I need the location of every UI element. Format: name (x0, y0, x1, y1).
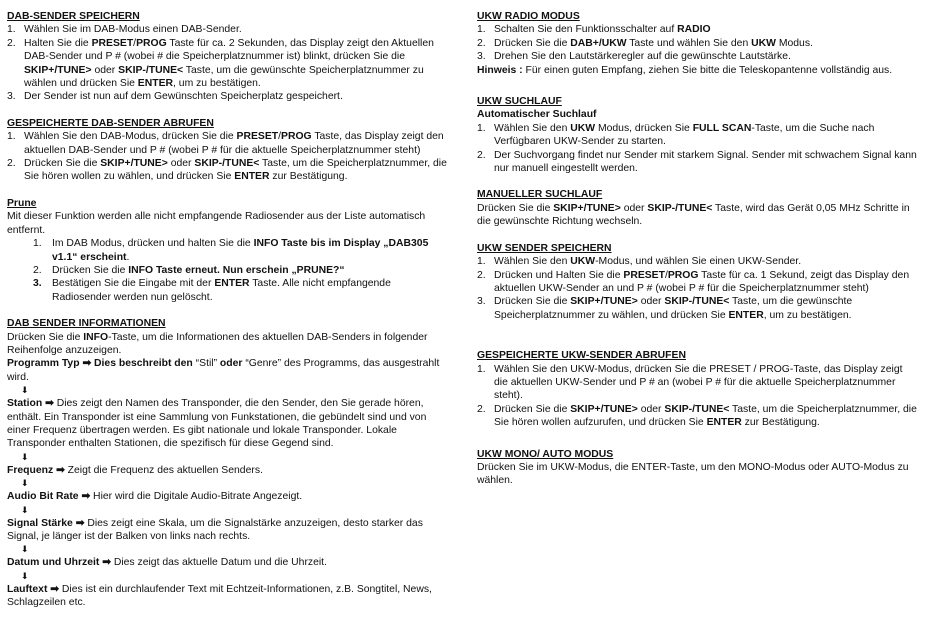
text-run: Drücken Sie die (7, 331, 84, 343)
numbered-list (7, 23, 447, 103)
text-run: Modus, drücken Sie (595, 122, 693, 134)
list-number: 2. (477, 269, 486, 281)
list-item (477, 255, 917, 268)
text-run: Taste für ca. 1 Sekund, zeigt das Display den aktuellen UKW-Sender an und P # (wobei P # für die Speicherplatznummer steht) (494, 269, 910, 294)
section-heading: GESPEICHERTE DAB-SENDER ABRUFEN (7, 117, 214, 129)
bold-text: DAB+/UKW (570, 37, 627, 49)
text-run: -Taste, um die Informationen des aktuellen DAB-Senders in folgender Reihenfolge anzuzeigen. (7, 331, 428, 356)
text-run: Dies ist ein durchlaufender Text mit Echtzeit-Informationen, z.B. Songtitel, News, Schlagzeilen etc. (7, 583, 432, 609)
numbered-list (477, 122, 917, 176)
text-run: Modus. (775, 37, 813, 49)
text-run: . (126, 251, 130, 263)
text-run: “Stil” (195, 358, 218, 370)
text-run: Der Sender ist nun auf dem Gewünschten Speicherplatz gespeichert. (24, 91, 343, 103)
text-run: Taste, das Display zeigt den aktuellen DAB-Sender und P # (wobei P # für die aktuelle Speicherplatznummer steht) (24, 131, 444, 156)
hint-text (477, 64, 917, 77)
text-run: oder (637, 296, 665, 308)
text-run: Drücken Sie die (494, 296, 571, 308)
bold-text: oder (217, 358, 246, 370)
numbered-list (7, 237, 447, 304)
text-run: Taste. Alle nicht empfangende Radiosender werden nun gelöscht. (52, 278, 391, 303)
section-prune (7, 197, 447, 304)
text-run: “Genre” (245, 358, 282, 370)
list-number: 1. (33, 238, 42, 250)
info-entry (7, 357, 447, 384)
section-dab-speichern (7, 10, 447, 104)
text-run: , um zu bestätigen. (763, 309, 852, 321)
bold-text: SKIP+/TUNE> (570, 296, 638, 308)
paragraph (477, 202, 917, 229)
info-entry (7, 517, 447, 544)
bold-text: INFO (83, 331, 109, 343)
text-run: Drehen Sie den Lautstärkeregler auf die gewünschte Lautstärke. (494, 51, 791, 63)
info-entries (7, 357, 447, 609)
section-ukw-abrufen (477, 349, 917, 429)
bold-text: PRESET (623, 269, 665, 281)
bold-text: FULL SCAN (692, 122, 752, 134)
list-item (477, 149, 917, 176)
list-number: 1. (477, 256, 486, 268)
text-run: Dies zeigt den Namen des Transponder, die den Sender, den Sie gerade hören, enthält. Ein Transponder ist eine Sammlung von Funkstationen, die gebündelt sind und von einer Frequenz übertragen werden. Es gibt nationale und lokale Transponder. Lokale Transponder enthalten Stationen, die spezifisch für diese Gegend sind. (7, 398, 427, 450)
section-heading: UKW SENDER SPEICHERN (477, 242, 612, 254)
info-entry (7, 490, 447, 503)
list-number: 2. (477, 149, 486, 161)
list-item (7, 90, 447, 103)
list-item (7, 37, 447, 91)
text-run: Taste und wählen Sie den (626, 37, 752, 49)
section-heading: DAB-SENDER SPEICHERN (7, 11, 140, 22)
text-run: Taste für ca. 2 Sekunden, das Display zeigt den Aktuellen DAB-Sender und P # (wobei # die Speicherplatznummer ist) blinkt, drücken Sie die (24, 37, 434, 63)
text-run: Taste, um die Speicherplatznummer, die Sie hören wollen aufzurufen, und drücken Sie (494, 403, 917, 429)
section-heading: DAB SENDER INFORMATIONEN (7, 318, 166, 330)
bold-text: PROG (281, 131, 312, 143)
text-run: Halten Sie die (24, 37, 92, 49)
list-number: 3. (477, 296, 486, 308)
list-number: 1. (477, 122, 486, 134)
text-run: -Modus, und wählen Sie einen UKW-Sender. (595, 256, 802, 268)
list-item (477, 363, 917, 403)
text-run: Wählen Sie den (494, 122, 571, 134)
bold-text: INFO Taste erneut. Nun erschein „PRUNE?“ (128, 264, 345, 276)
bold-text: SKIP-/TUNE< (664, 296, 730, 308)
bold-text: SKIP-/TUNE< (647, 202, 713, 214)
text-run: Taste, um die gewünschte Speicherplatznummer zu wählen, und drücken Sie (494, 296, 853, 321)
text-run: , um zu bestätigen. (173, 78, 261, 90)
list-item (477, 50, 917, 63)
list-number: 2. (7, 37, 16, 49)
bold-text: UKW (570, 256, 596, 268)
text-run: oder (637, 403, 665, 415)
section-heading: MANUELLER SUCHLAUF (477, 189, 603, 201)
list-number: 2. (7, 158, 16, 170)
text-run: Bestätigen Sie die Eingabe mit der (52, 278, 215, 290)
text-run: oder (620, 202, 648, 214)
list-item (7, 237, 447, 264)
bold-text: SKIP+/TUNE> (553, 202, 621, 214)
bold-text: UKW (751, 37, 776, 49)
list-number: 2. (477, 403, 486, 415)
text-run: Drücken Sie die (52, 264, 129, 276)
list-number: 1. (477, 24, 486, 36)
text-run: Drücken Sie im UKW-Modus, die ENTER-Taste, um den MONO-Modus oder AUTO-Modus zu wählen. (477, 461, 909, 487)
text-run: Schalten Sie den Funktionsschalter auf (494, 24, 678, 36)
list-item (477, 23, 917, 36)
info-entry (7, 464, 447, 477)
list-item (477, 37, 917, 50)
text-run: Taste, um die Speicherplatznummer, die Sie hören wollen zu wählen, und drücken Sie (24, 158, 447, 183)
text-run: / (278, 131, 282, 143)
text-run: Dies zeigt das aktuelle Datum und die Uhrzeit. (110, 557, 327, 569)
down-arrow-icon: ⬇ (21, 570, 29, 581)
text-run: Wählen Sie den UKW-Modus, drücken Sie die PRESET / PROG-Taste, das Display zeigt die aktuellen UKW-Sender und P # an (wobei P # für die aktuelle Speicherplatznummer steht). (494, 363, 903, 402)
text-run: Im DAB Modus, drücken und halten Sie die (52, 238, 254, 250)
bold-text: UKW (570, 122, 596, 134)
info-entry (7, 583, 447, 610)
text-run: Drücken Sie die (24, 158, 101, 170)
list-item (477, 295, 917, 322)
right-column (477, 10, 917, 501)
numbered-list (7, 130, 447, 184)
text-run: zur Bestätigung. (269, 171, 348, 183)
bold-text: SKIP+/TUNE> (24, 64, 92, 76)
text-run: Drücken Sie die (494, 403, 571, 415)
text-run: oder (167, 158, 195, 170)
section-dab-info (7, 317, 447, 610)
paragraph (477, 461, 917, 488)
text-run: Wählen Sie den (494, 256, 571, 268)
text-run: -Taste, um die Suche nach Verfügbaren UKW-Sender zu starten. (494, 122, 875, 148)
bold-text: ENTER (234, 171, 270, 183)
paragraph: Mit dieser Funktion werden alle nicht empfangende Radiosender aus der Liste automatisch entfernt. (7, 211, 426, 236)
bold-text: Signal Stärke ➡ (7, 517, 85, 529)
text-run: Wählen Sie im DAB-Modus einen DAB-Sender. (24, 24, 242, 36)
text-run: Taste, um die gewünschte Speicherplatznummer zu wählen und drücken Sie (24, 64, 424, 90)
bold-text: PROG (136, 37, 167, 49)
bold-text: Station ➡ (7, 398, 54, 410)
text-run: des Programms, das ausgestrahlt wird. (7, 358, 440, 383)
list-number: 2. (33, 264, 42, 276)
list-item (477, 122, 917, 149)
list-number: 1. (7, 131, 16, 143)
list-item (7, 264, 447, 277)
list-item (7, 277, 447, 304)
bold-text: Frequenz ➡ (7, 464, 65, 476)
text-run: / (133, 37, 137, 49)
text-run: Drücken Sie die (494, 37, 571, 49)
section-ukw-speichern (477, 242, 917, 322)
bold-text: RADIO (677, 24, 711, 36)
bold-text: Audio Bit Rate ➡ (7, 491, 91, 503)
numbered-list (477, 255, 917, 322)
bold-text: Programm Typ ➡ Dies beschreibt den (7, 358, 196, 370)
text-run: Dies zeigt eine Skala, um die Signalstärke anzuzeigen, desto starker das Signal, je länger ist der Balken von links nach rechts. (7, 517, 423, 542)
text-run: Drücken und Halten Sie die (494, 269, 624, 281)
list-number: 1. (7, 24, 16, 36)
text-run: zur Bestätigung. (741, 417, 820, 429)
text-run: Zeigt die Frequenz des aktuellen Senders. (64, 464, 263, 476)
bold-text: SKIP+/TUNE> (100, 158, 168, 170)
bold-text: ENTER (137, 78, 174, 90)
paragraph (7, 331, 447, 358)
text-run: Wählen Sie den DAB-Modus, drücken Sie die (24, 131, 237, 143)
section-ukw-suchlauf (477, 95, 917, 175)
section-heading: UKW MONO/ AUTO MODUS (477, 448, 614, 460)
bold-text: PRESET (236, 131, 279, 143)
list-number: 3. (7, 91, 16, 103)
down-arrow-icon: ⬇ (21, 478, 29, 489)
text-run: / (664, 269, 668, 281)
list-number: 1. (477, 363, 486, 375)
list-item (7, 157, 447, 184)
section-ukw-radio (477, 10, 917, 77)
section-heading: Prune (7, 197, 37, 209)
down-arrow-icon: ⬇ (21, 385, 29, 396)
section-manuell (477, 188, 917, 228)
bold-text: SKIP-/TUNE< (118, 64, 184, 76)
info-entry (7, 556, 447, 569)
down-arrow-icon: ⬇ (21, 451, 29, 462)
list-item (7, 23, 447, 36)
list-item (477, 269, 917, 296)
left-column (7, 10, 447, 623)
bold-text: Lauftext ➡ (7, 583, 60, 595)
bold-text: Hinweis : (477, 64, 523, 76)
subheading: Automatischer Suchlauf (477, 109, 597, 121)
bold-text: ENTER (706, 417, 742, 429)
section-heading: UKW RADIO MODUS (477, 11, 580, 22)
bold-text: INFO Taste bis im Display „DAB305 v1.1“ erscheint (52, 238, 429, 263)
bold-text: SKIP-/TUNE< (194, 158, 260, 170)
down-arrow-icon: ⬇ (21, 544, 29, 555)
numbered-list (477, 363, 917, 430)
text-run: Hier wird die Digitale Audio-Bitrate Angezeigt. (90, 491, 303, 503)
bold-text: PRESET (91, 37, 134, 49)
section-heading: UKW SUCHLAUF (477, 96, 562, 108)
numbered-list (477, 23, 917, 63)
list-item (477, 403, 917, 430)
bold-text: PROG (667, 269, 699, 281)
list-item (7, 130, 447, 157)
bold-text: SKIP-/TUNE< (664, 403, 730, 415)
text-run: oder (91, 64, 119, 76)
bold-text: ENTER (728, 309, 764, 321)
text-run: Drücken Sie die (477, 202, 554, 214)
list-number: 3. (33, 278, 42, 290)
section-dab-abrufen (7, 117, 447, 184)
list-number: 3. (477, 51, 486, 63)
section-heading: GESPEICHERTE UKW-SENDER ABRUFEN (477, 350, 686, 362)
info-entry (7, 397, 447, 451)
text-run: Taste, wird das Gerät 0,05 MHz Schritte in die gewünschte Richtung wechseln. (477, 202, 910, 228)
bold-text: ENTER (214, 278, 250, 290)
text-run: Der Suchvorgang findet nur Sender mit starkem Signal. Sender mit schwachem Signal kann nur manuell eingestellt werden. (494, 149, 917, 175)
text-run: Für einen guten Empfang, ziehen Sie bitte die Teleskopantenne vollständig aus. (522, 64, 893, 76)
list-number: 2. (477, 37, 486, 49)
bold-text: SKIP+/TUNE> (570, 403, 638, 415)
down-arrow-icon: ⬇ (21, 504, 29, 515)
bold-text: Datum und Uhrzeit ➡ (7, 557, 111, 569)
section-mono (477, 448, 917, 488)
